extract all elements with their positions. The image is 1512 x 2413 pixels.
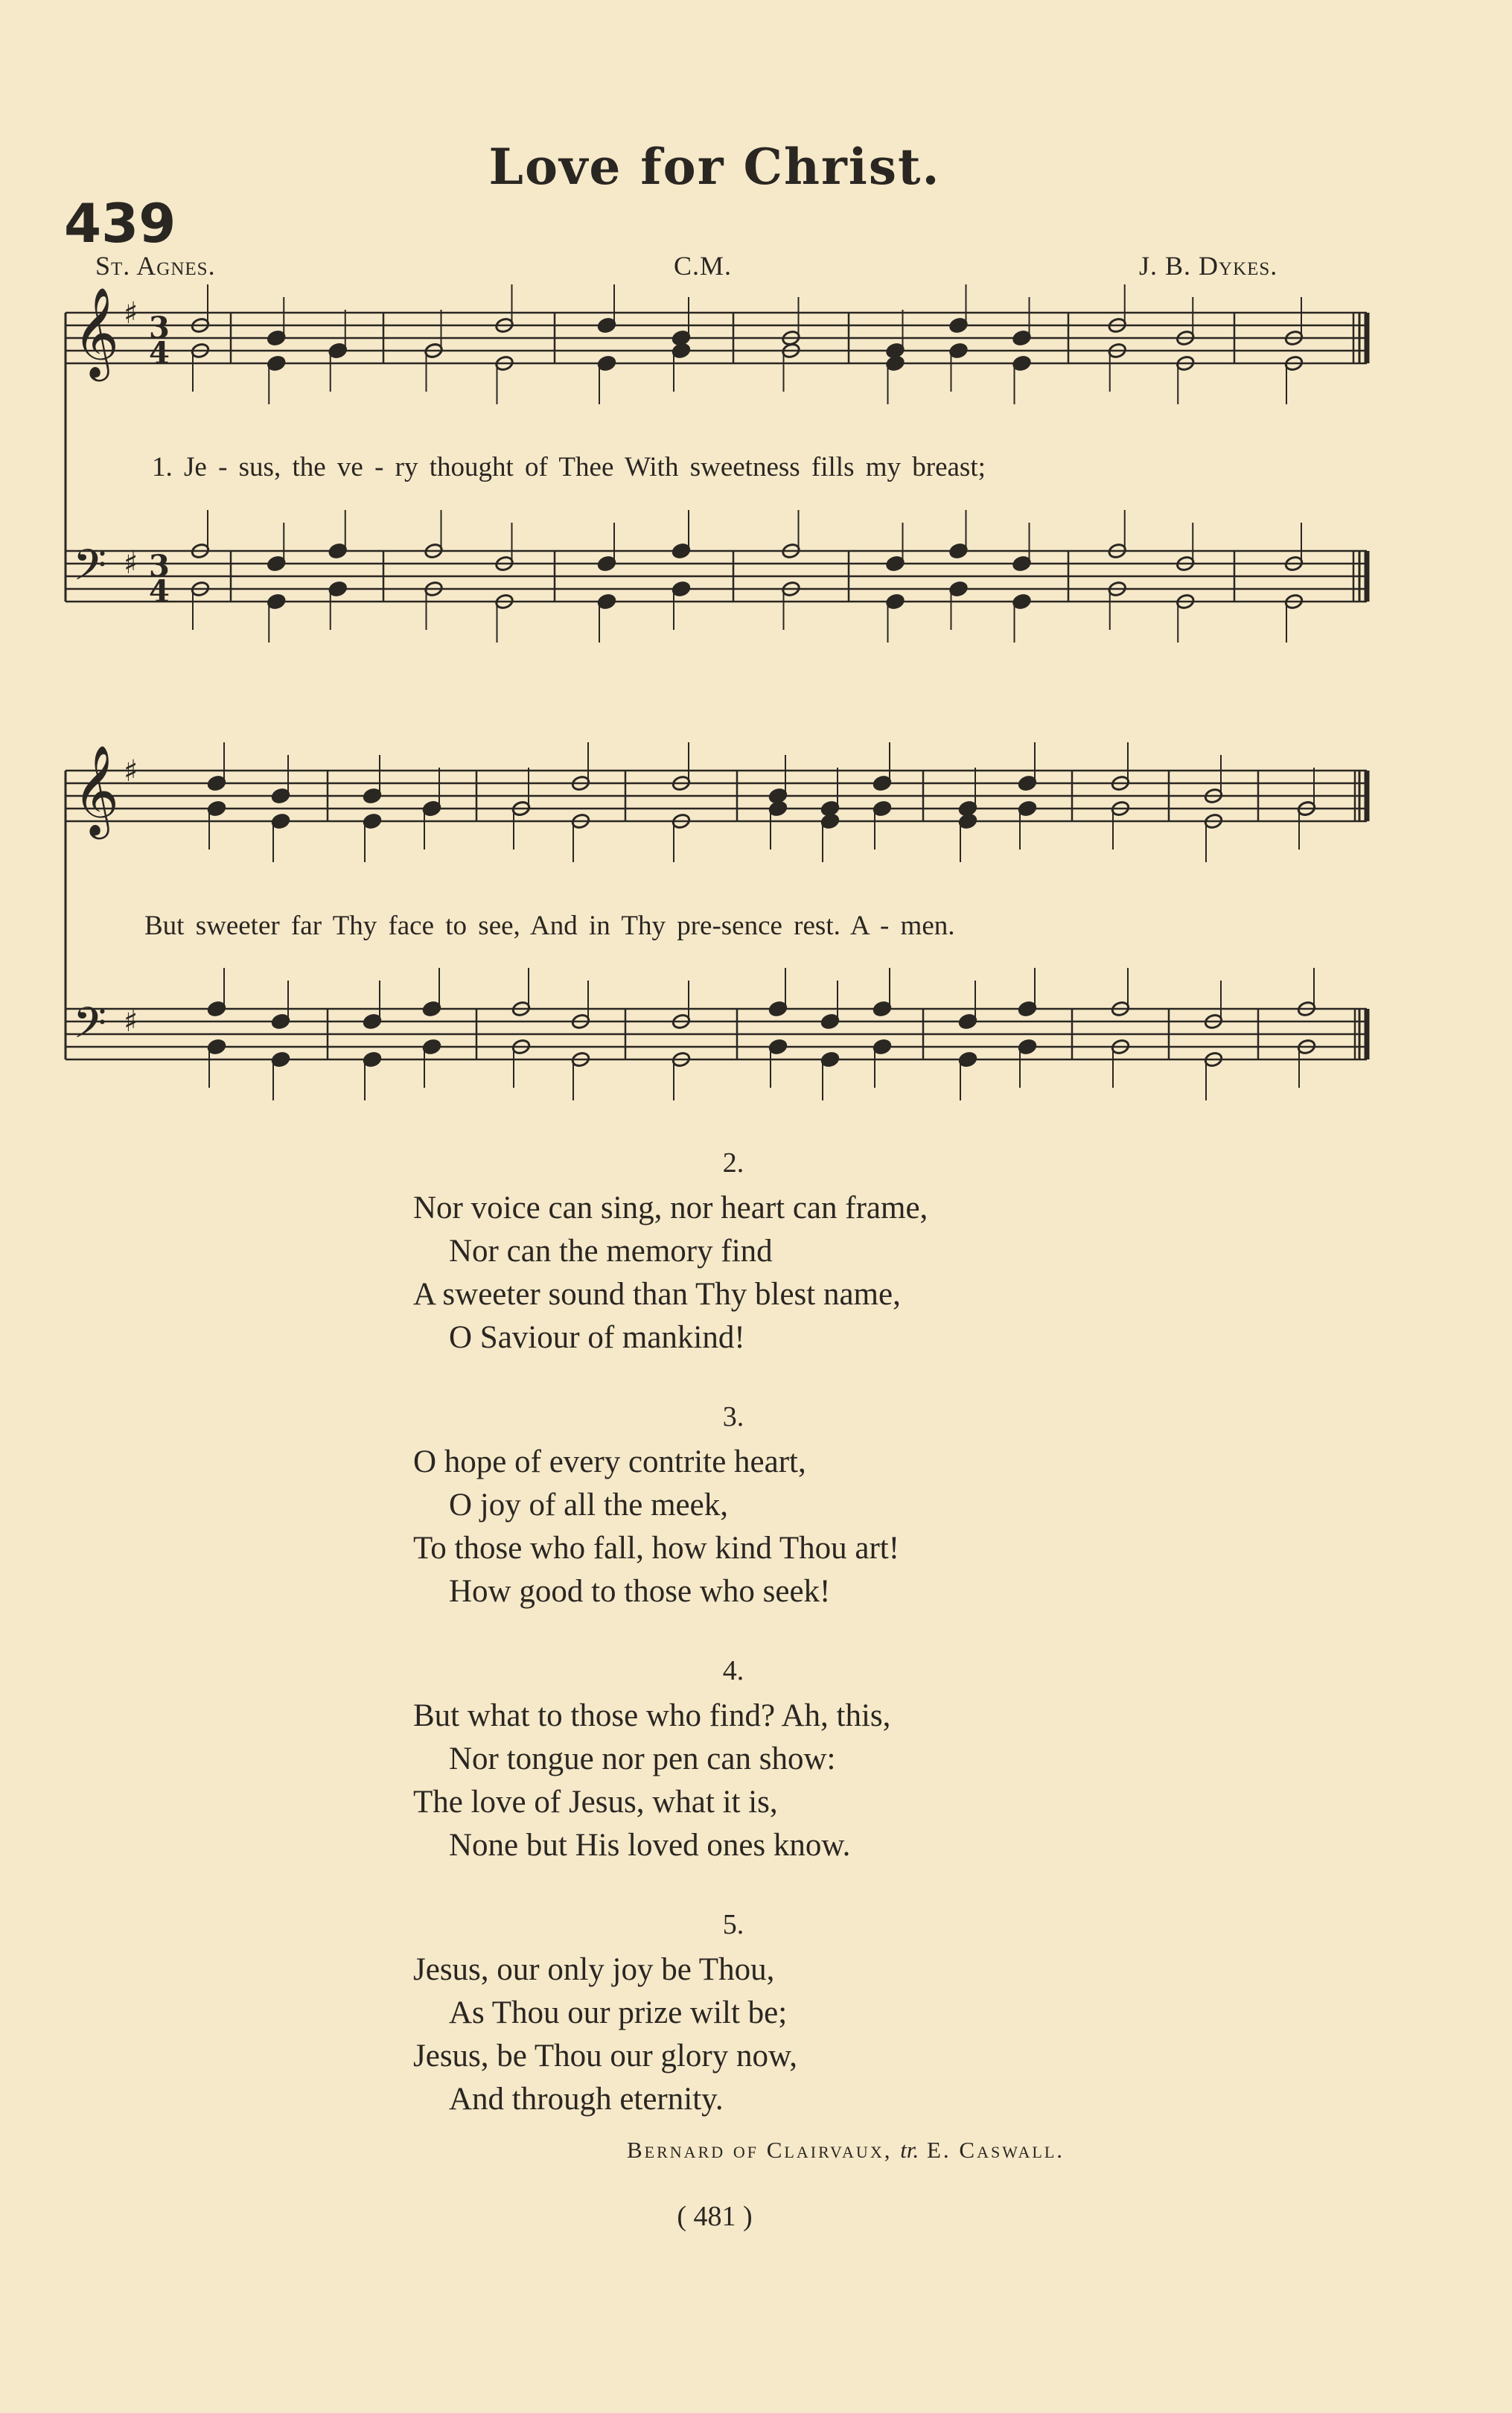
verse-line: Nor can the memory find [449, 1234, 773, 1269]
time-signature-bottom: 4 [149, 336, 170, 371]
verse-line: O hope of every contrite heart, [413, 1444, 806, 1479]
verse-line: Nor voice can sing, nor heart can frame, [413, 1190, 928, 1225]
sharp-icon: ♯ [124, 296, 138, 331]
sharp-icon: ♯ [124, 754, 138, 788]
attribution [627, 2137, 1065, 2164]
sharp-icon: ♯ [124, 546, 138, 581]
score-svg [0, 0, 1512, 1117]
verse-2 [413, 1147, 1158, 1359]
bass-clef-icon: 𝄢 [73, 998, 107, 1059]
music-score [0, 0, 1512, 1117]
verse-line: Nor tongue nor pen can show: [449, 1741, 836, 1776]
lyrics-system-2: But sweeter far Thy face to see, And in Thy pre-sence rest. A - men. [144, 911, 955, 941]
composer: J. B. Dykes. [1139, 251, 1278, 281]
verse-line: But what to those who find? Ah, this, [413, 1698, 891, 1733]
meter: C.M. [674, 251, 733, 281]
verse-line: The love of Jesus, what it is, [413, 1785, 778, 1820]
verses [413, 1147, 1158, 2162]
verse-number: 3. [722, 1401, 744, 1432]
verse-line: O joy of all the meek, [449, 1488, 728, 1523]
verse-4 [413, 1654, 1158, 1867]
verse-number: 4. [722, 1655, 744, 1686]
hymn-number: 439 [64, 192, 176, 255]
verse-line: As Thou our prize wilt be; [449, 1995, 788, 2030]
sharp-icon: ♯ [124, 1004, 138, 1039]
verse-line: O Saviour of mankind! [449, 1320, 745, 1355]
verse-line: None but His loved ones know. [449, 1828, 851, 1863]
page-number: ( 481 ) [677, 2201, 753, 2232]
author: Bernard of Clairvaux, [627, 2137, 893, 2163]
verse-line: Jesus, our only joy be Thou, [413, 1952, 775, 1987]
verse-3 [413, 1400, 1158, 1613]
verse-line: A sweeter sound than Thy blest name, [413, 1277, 901, 1312]
verse-number: 5. [722, 1909, 744, 1940]
verse-line: To those who fall, how kind Thou art! [413, 1531, 900, 1566]
verse-line: How good to those who seek! [449, 1574, 831, 1609]
verse-line: And through eternity. [449, 2082, 724, 2117]
hymn-title: Love for Christ. [488, 138, 941, 196]
translator: E. Caswall. [926, 2137, 1065, 2163]
time-signature-top: 3 [149, 310, 170, 345]
lyrics-system-1: 1. Je - sus, the ve - ry thought of Thee With sweetness fills my breast; [152, 452, 986, 482]
time-signature-bottom: 4 [149, 574, 170, 609]
verse-5 [413, 1908, 1158, 2121]
tune-name: St. Agnes. [95, 251, 216, 281]
time-signature-top: 3 [149, 549, 170, 584]
bass-clef-icon: 𝄢 [73, 540, 107, 601]
treble-clef-icon: 𝄞 [73, 287, 120, 377]
translator-prefix: tr. [900, 2137, 919, 2163]
verse-number: 2. [722, 1147, 744, 1179]
verse-line: Jesus, be Thou our glory now, [413, 2039, 797, 2073]
treble-clef-icon: 𝄞 [73, 745, 120, 835]
